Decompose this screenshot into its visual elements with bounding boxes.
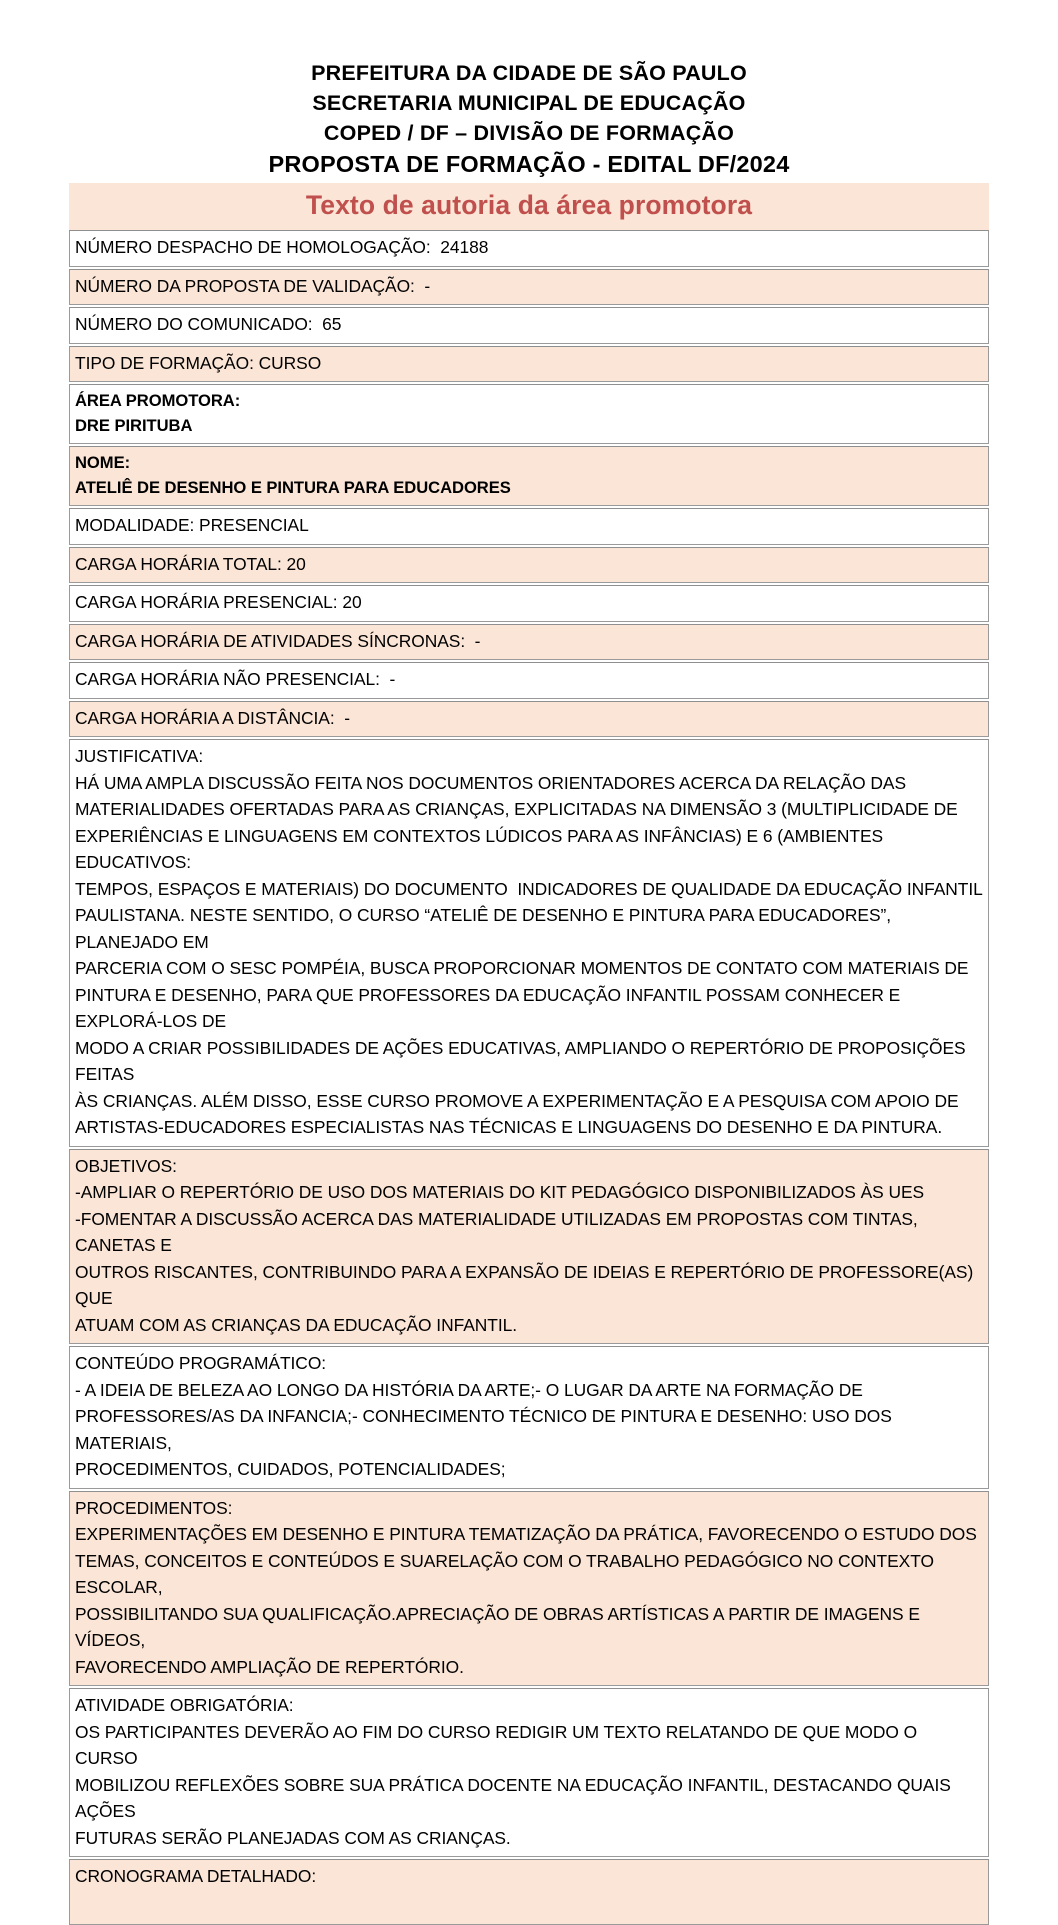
field-value: PROFESSORES/AS DA INFANCIA;- CONHECIMENTO TÉCNICO DE PINTURA E DESENHO: USO DOS MATERIAIS, bbox=[75, 1406, 897, 1453]
field-label: JUSTIFICATIVA: bbox=[75, 746, 204, 766]
form-row-nome bbox=[69, 446, 989, 506]
field-value: EXPERIMENTAÇÕES EM DESENHO E PINTURA TEMATIZAÇÃO DA PRÁTICA, FAVORECENDO O ESTUDO DOS bbox=[75, 1524, 977, 1544]
field-label: CARGA HORÁRIA A DISTÂNCIA: - bbox=[75, 707, 350, 728]
field-value: ATELIÊ DE DESENHO E PINTURA PARA EDUCADORES bbox=[75, 478, 511, 497]
field-label: NÚMERO DESPACHO DE HOMOLOGAÇÃO: 24188 bbox=[75, 237, 489, 257]
form-row-area-promotora bbox=[69, 384, 989, 444]
field-value: ARTISTAS-EDUCADORES ESPECIALISTAS NAS TÉCNICAS E LINGUAGENS DO DESENHO E DA PINTURA. bbox=[75, 1117, 943, 1137]
form-row-modalidade bbox=[69, 508, 989, 545]
banner-texto-autoria bbox=[69, 183, 989, 230]
form-row-carga-horaria-nao-presencial bbox=[69, 662, 989, 699]
banner-label: Texto de autoria da área promotora bbox=[305, 190, 753, 220]
field-value: MODO A CRIAR POSSIBILIDADES DE AÇÕES EDUCATIVAS, AMPLIANDO O REPERTÓRIO DE PROPOSIÇÕES FEITAS bbox=[75, 1037, 971, 1084]
form-row-numero-proposta-validacao bbox=[69, 269, 989, 306]
field-value: OUTROS RISCANTES, CONTRIBUINDO PARA A EXPANSÃO DE IDEIAS E REPERTÓRIO DE PROFESSORE(AS) QUE bbox=[75, 1261, 978, 1308]
form-row-carga-horaria-a-distancia bbox=[69, 701, 989, 738]
field-label: OBJETIVOS: bbox=[75, 1155, 177, 1176]
header-line-coped: COPED / DF – DIVISÃO DE FORMAÇÃO bbox=[323, 121, 735, 145]
field-label: CARGA HORÁRIA NÃO PRESENCIAL: - bbox=[75, 669, 396, 689]
form-row-atividade-obrigatoria bbox=[69, 1688, 989, 1857]
form-row-cronograma-detalhado bbox=[69, 1859, 989, 1925]
field-value: MATERIALIDADES OFERTADAS PARA AS CRIANÇAS, EXPLICITADAS NA DIMENSÃO 3 (MULTIPLICIDADE DE bbox=[75, 799, 958, 819]
field-label: MODALIDADE: PRESENCIAL bbox=[75, 515, 309, 535]
form-row-tipo-de-formacao bbox=[69, 346, 989, 383]
field-value: PROCEDIMENTOS, CUIDADOS, POTENCIALIDADES; bbox=[75, 1459, 506, 1479]
form-row-numero-comunicado bbox=[69, 307, 989, 344]
field-value: - A IDEIA DE BELEZA AO LONGO DA HISTÓRIA DA ARTE;- O LUGAR DA ARTE NA FORMAÇÃO DE bbox=[75, 1379, 863, 1400]
field-value: ATUAM COM AS CRIANÇAS DA EDUCAÇÃO INFANTIL. bbox=[75, 1314, 518, 1335]
document-header bbox=[0, 0, 1058, 180]
field-label: CARGA HORÁRIA DE ATIVIDADES SÍNCRONAS: - bbox=[75, 630, 481, 651]
proposta-form-table bbox=[69, 183, 989, 1925]
field-label: CONTEÚDO PROGRAMÁTICO: bbox=[75, 1353, 327, 1373]
header-line-prefeitura: PREFEITURA DA CIDADE DE SÃO PAULO bbox=[311, 61, 747, 85]
field-value: MOBILIZOU REFLEXÕES SOBRE SUA PRÁTICA DOCENTE NA EDUCAÇÃO INFANTIL, DESTACANDO QUAIS AÇÕES bbox=[75, 1774, 955, 1821]
field-value: DRE PIRITUBA bbox=[75, 416, 193, 435]
field-value: -FOMENTAR A DISCUSSÃO ACERCA DAS MATERIALIDADE UTILIZADAS EM PROPOSTAS COM TINTAS, CANETAS E bbox=[75, 1208, 923, 1255]
header-line-proposta: PROPOSTA DE FORMAÇÃO - EDITAL DF/2024 bbox=[268, 151, 790, 177]
field-value: PARCERIA COM O SESC POMPÉIA, BUSCA PROPORCIONAR MOMENTOS DE CONTATO COM MATERIAIS DE bbox=[75, 958, 969, 978]
field-value: ÀS CRIANÇAS. ALÉM DISSO, ESSE CURSO PROMOVE A EXPERIMENTAÇÃO E A PESQUISA COM APOIO DE bbox=[75, 1090, 959, 1111]
header-line-secretaria: SECRETARIA MUNICIPAL DE EDUCAÇÃO bbox=[312, 91, 746, 115]
form-row-conteudo-programatico bbox=[69, 1346, 989, 1489]
field-label: CARGA HORÁRIA PRESENCIAL: 20 bbox=[75, 592, 362, 612]
field-value: PINTURA E DESENHO, PARA QUE PROFESSORES DA EDUCAÇÃO INFANTIL POSSAM CONHECER E EXPLORÁ-LOS DE bbox=[75, 984, 906, 1031]
form-row-justificativa bbox=[69, 739, 989, 1147]
form-row-carga-horaria-atividades-sincronas bbox=[69, 624, 989, 661]
field-value: PAULISTANA. NESTE SENTIDO, O CURSO “ATELIÊ DE DESENHO E PINTURA PARA EDUCADORES”, PLANEJADO EM bbox=[75, 905, 896, 952]
field-label: CRONOGRAMA DETALHADO: bbox=[75, 1866, 317, 1886]
field-label: CARGA HORÁRIA TOTAL: 20 bbox=[75, 553, 306, 574]
field-value: TEMPOS, ESPAÇOS E MATERIAIS) DO DOCUMENTO INDICADORES DE QUALIDADE DA EDUCAÇÃO INFANTIL bbox=[75, 878, 983, 899]
field-value: -AMPLIAR O REPERTÓRIO DE USO DOS MATERIAIS DO KIT PEDAGÓGICO DISPONIBILIZADOS ÀS UES bbox=[75, 1182, 925, 1202]
form-row-numero-despacho-homologacao bbox=[69, 230, 989, 267]
form-row-procedimentos bbox=[69, 1491, 989, 1687]
form-row-carga-horaria-presencial bbox=[69, 585, 989, 622]
field-label: ÁREA PROMOTORA: bbox=[75, 391, 241, 410]
field-label: TIPO DE FORMAÇÃO: CURSO bbox=[75, 352, 322, 373]
field-value: HÁ UMA AMPLA DISCUSSÃO FEITA NOS DOCUMENTOS ORIENTADORES ACERCA DA RELAÇÃO DAS bbox=[75, 772, 907, 793]
field-label: PROCEDIMENTOS: bbox=[75, 1497, 233, 1518]
field-label: ATIVIDADE OBRIGATÓRIA: bbox=[75, 1695, 294, 1715]
field-label: NOME: bbox=[75, 453, 131, 472]
form-rows-container bbox=[69, 230, 989, 1925]
field-value: FAVORECENDO AMPLIAÇÃO DE REPERTÓRIO. bbox=[75, 1656, 464, 1677]
field-value: TEMAS, CONCEITOS E CONTEÚDOS E SUARELAÇÃO COM O TRABALHO PEDAGÓGICO NO CONTEXTO ESCOLAR, bbox=[75, 1550, 939, 1597]
field-value: FUTURAS SERÃO PLANEJADAS COM AS CRIANÇAS. bbox=[75, 1827, 511, 1848]
field-label: NÚMERO DA PROPOSTA DE VALIDAÇÃO: - bbox=[75, 275, 431, 296]
form-row-objetivos bbox=[69, 1149, 989, 1345]
field-value: OS PARTICIPANTES DEVERÃO AO FIM DO CURSO REDIGIR UM TEXTO RELATANDO DE QUE MODO O CURSO bbox=[75, 1721, 922, 1768]
form-row-carga-horaria-total bbox=[69, 547, 989, 584]
field-value: EXPERIÊNCIAS E LINGUAGENS EM CONTEXTOS LÚDICOS PARA AS INFÂNCIAS) E 6 (AMBIENTES EDUCATIVOS: bbox=[75, 825, 888, 872]
field-value: POSSIBILITANDO SUA QUALIFICAÇÃO.APRECIAÇÃO DE OBRAS ARTÍSTICAS A PARTIR DE IMAGENS E VÍDEOS, bbox=[75, 1603, 925, 1650]
field-label: NÚMERO DO COMUNICADO: 65 bbox=[75, 314, 342, 334]
